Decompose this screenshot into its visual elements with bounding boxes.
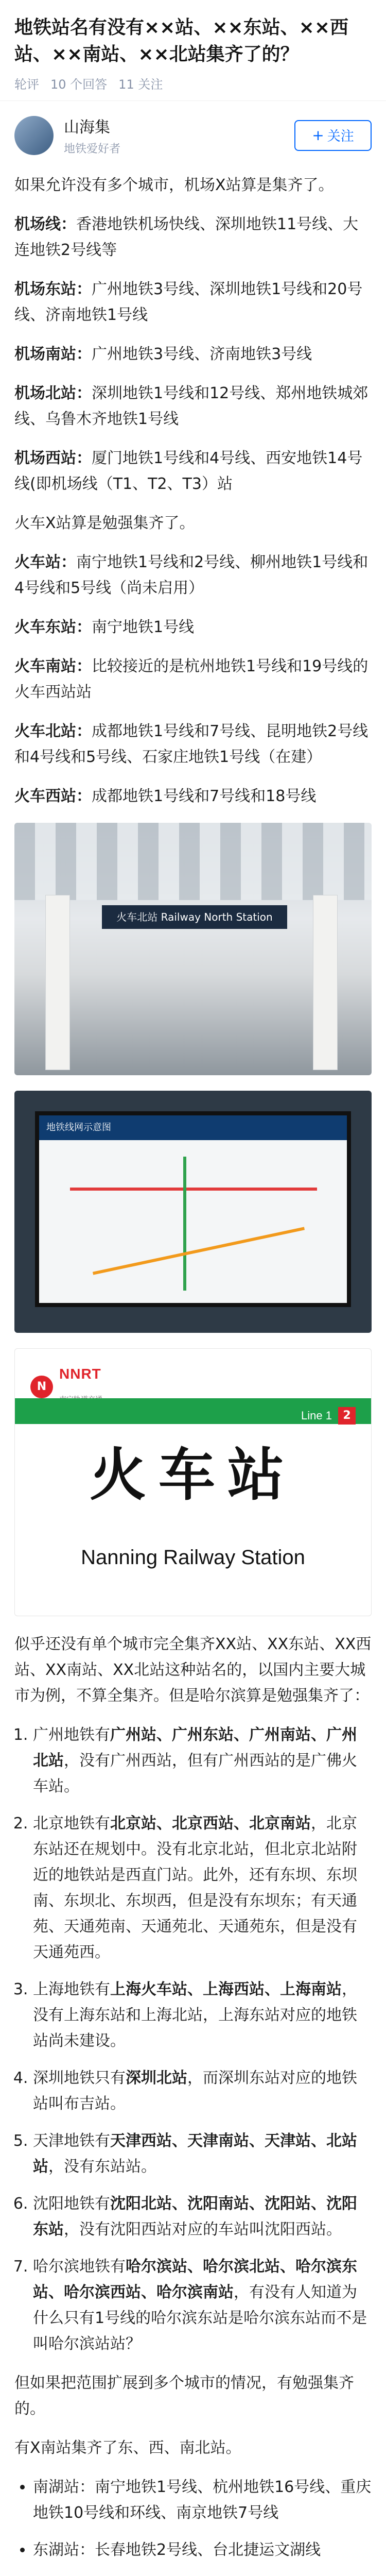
comment-count[interactable]: 轮评: [14, 77, 39, 92]
list-item: 1. 广州地铁有广州站、广州东站、广州南站、广州北站，没有广州西站，但有广州西站的是广佛火车站。: [33, 1722, 372, 1800]
map-title: 地铁线网示意图: [39, 1115, 347, 1140]
map-line: [183, 1157, 186, 1291]
list-item: 7. 哈尔滨地铁有哈尔滨站、哈尔滨北站、哈尔滨东站、哈尔滨西站、哈尔滨南站，有没有人知道为什么只有1号线的哈尔滨东站是哈尔滨东站而不是叫哈尔滨站站？: [33, 2254, 372, 2357]
map-line: [70, 1188, 317, 1191]
train-list: [14, 550, 372, 809]
list-item: • 南湖站：南宁地铁1号线、杭州地铁16号线、重庆地铁10号线和环线、南京地铁7号线: [33, 2475, 372, 2526]
plus-icon: +: [312, 127, 324, 144]
list-item: 机场北站：深圳地铁1号线和12号线、郑州地铁城郊线、乌鲁木齐地铁1号线: [14, 384, 369, 428]
list-item: 火车站：南宁地铁1号线和2号线、柳州地铁1号线和4号线和5号线（尚未启用）: [14, 553, 369, 597]
paragraph: 似乎还没有单个城市完全集齐XX站、XX东站、XX西站、XX南站、XX北站这种站名的，以国内主要大城市为例，不算全集齐。但是哈尔滨算是勉强集齐了：: [14, 1635, 372, 1705]
airport-list: [14, 212, 372, 497]
avatar[interactable]: [14, 116, 54, 155]
question-header: [0, 0, 386, 100]
city-list: [14, 1722, 372, 2357]
list-item: • 东湖站：长春地铁2号线、台北捷运文湖线: [33, 2537, 372, 2563]
author-desc: 地铁爱好者: [64, 143, 121, 156]
paragraph: 有X南站集齐了东、西、南北站。: [14, 2439, 241, 2457]
list-item: 火车北站：成都地铁1号线和7号线、昆明地铁2号线和4号线和5号线、石家庄地铁1号线（在建）: [14, 722, 369, 766]
author-info: [64, 114, 294, 156]
follow-button[interactable]: [294, 120, 372, 151]
answer-content: [0, 170, 386, 2576]
list-item: 4. 深圳地铁只有深圳北站，而深圳东站对应的地铁站叫布吉站。: [33, 2065, 372, 2117]
lake-list: [14, 2475, 372, 2576]
metro-map-image[interactable]: [14, 1091, 372, 1333]
list-item: 机场东站：广州地铁3号线、深圳地铁1号线和20号线、济南地铁1号线: [14, 280, 363, 324]
list-item: 火车东站：南宁地铁1号线: [14, 618, 195, 636]
paragraph: 火车X站算是勉强集齐了。: [14, 514, 195, 532]
question-title[interactable]: 地铁站名有没有××站、××东站、××西站、××南站、××北站集齐了的？: [14, 17, 348, 65]
follow-count: 11 关注: [118, 77, 163, 92]
list-item: 火车南站：比较接近的是杭州地铁1号线和19号线的火车西站站: [14, 657, 369, 701]
station-sign: 火车北站 Railway North Station: [102, 905, 287, 929]
map-board: [35, 1111, 351, 1307]
list-item: 火车西站：成都地铁1号线和7号线和18号线: [14, 787, 317, 805]
logo-text: NNRT: [59, 1366, 101, 1382]
list-item: 5. 天津地铁有天津西站、天津南站、天津站、北站站，没有东站站。: [33, 2128, 372, 2180]
list-item: 6. 沈阳地铁有沈阳北站、沈阳南站、沈阳站、沈阳东站，没有沈阳西站对应的车站叫沈阳西站。: [33, 2191, 372, 2243]
paragraph: 但如果把范围扩展到多个城市的情况，有勉强集齐的。: [14, 2374, 354, 2418]
station-name-sign-image[interactable]: [14, 1348, 372, 1616]
station-name-cn: 火车站: [90, 1442, 296, 1508]
ceiling: [14, 823, 372, 900]
line-tag: [301, 1403, 356, 1429]
list-item: 2. 北京地铁有北京站、北京西站、北京南站，北京东站还在规划中。没有北京北站，但北京北站附近的地铁站是西直门站。此外，还有东坝、东坝南、东坝北、东坝西，但是没有东坝东；有天通苑、天通苑南、天通苑北、天通苑东，但是没有天通苑西。: [33, 1811, 372, 1965]
answer-count[interactable]: 10 个回答: [50, 77, 108, 92]
question-meta: [14, 74, 372, 92]
logo-mark-icon: N: [30, 1376, 53, 1398]
map-line: [93, 1227, 305, 1275]
pillar: [313, 895, 338, 1070]
line-label: Line 1: [301, 1409, 332, 1422]
author-name[interactable]: 山海集: [64, 118, 110, 137]
author-bar: [0, 100, 386, 170]
paragraph: 如果允许没有多个城市，机场X站算是集齐了。: [14, 176, 334, 194]
pillar: [45, 895, 70, 1070]
list-item: 机场线：香港地铁机场快线、深圳地铁11号线、大连地铁2号线等: [14, 215, 359, 259]
follow-label: 关注: [327, 129, 354, 144]
metro-platform-image[interactable]: [14, 823, 372, 1075]
list-item: 机场西站：厦门地铁1号线和4号线、西安地铁14号线(即机场线（T1、T2、T3）站: [14, 449, 363, 493]
list-item: 3. 上海地铁有上海火车站、上海西站、上海南站，没有上海东站和上海北站，上海东站对应的地铁站尚未建设。: [33, 1977, 372, 2054]
line-number: 2: [338, 1407, 356, 1425]
station-name-en: Nanning Railway Station: [81, 1546, 305, 1569]
list-item: 机场南站：广州地铁3号线、济南地铁3号线: [14, 345, 312, 363]
